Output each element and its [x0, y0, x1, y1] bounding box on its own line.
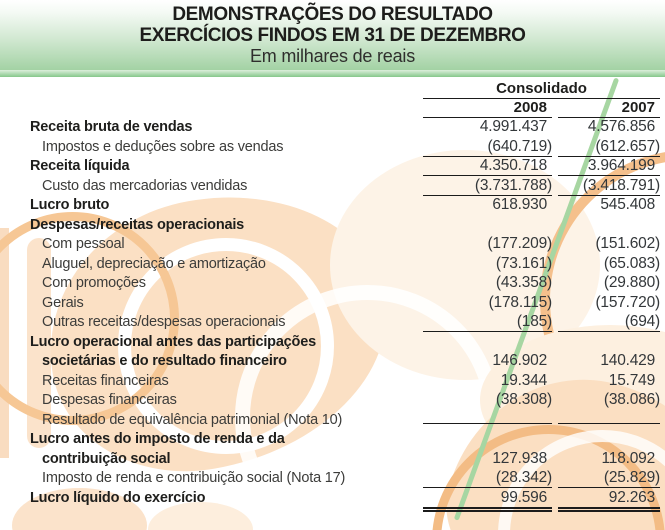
table-row — [30, 177, 660, 197]
table-row — [30, 216, 660, 236]
row-label: Custo das mercadorias vendidas — [42, 177, 248, 194]
value-2008: (3.731.788) — [423, 177, 552, 196]
table-rows-container — [30, 118, 660, 508]
value-2008: (185) — [423, 313, 552, 332]
value-2008: (38.308) — [495, 391, 552, 408]
row-label: Lucro antes do imposto de renda e da — [30, 431, 285, 447]
value-2008: (43.358) — [495, 274, 552, 291]
row-label: Receita líquida — [30, 158, 130, 174]
row-label: Receita bruta de vendas — [30, 119, 193, 135]
value-2008: 146.902 — [492, 352, 547, 369]
table-row — [30, 450, 660, 470]
table-row — [30, 294, 660, 314]
value-2008: (28.342) — [423, 469, 552, 488]
value-2008: (178.115) — [488, 293, 552, 311]
table-row — [30, 118, 660, 138]
value-2007: (151.602) — [595, 235, 660, 252]
row-label: Gerais — [42, 294, 84, 311]
value-2007: (694) — [558, 313, 660, 332]
report-title-line1: DEMONSTRAÇÕES DO RESULTADO — [172, 4, 493, 25]
table-row — [30, 313, 660, 333]
table-row — [30, 235, 660, 255]
row-label: societárias e do resultado financeiro — [42, 353, 287, 369]
row-label: Resultado de equivalência patrimonial (Nota 10) — [42, 411, 343, 428]
group-header-consolidado: Consolidado — [423, 80, 660, 99]
row-label: Imposto de renda e contribuição social (Nota 17) — [42, 470, 346, 486]
value-2008: (73.161) — [495, 254, 552, 272]
value-2007: 92.263 — [558, 489, 660, 512]
row-label: Despesas financeiras — [42, 392, 177, 408]
table-row — [30, 391, 660, 411]
value-2007: (65.083) — [603, 254, 660, 272]
value-2007: (157.720) — [595, 293, 660, 311]
table-row — [30, 430, 660, 450]
value-2008: 99.596 — [423, 489, 552, 512]
value-2007: (25.829) — [558, 469, 660, 488]
header-green-strip — [0, 70, 665, 77]
value-2007: (612.657) — [558, 138, 660, 157]
value-2007: 140.429 — [600, 352, 655, 369]
row-label: contribuição social — [42, 450, 171, 467]
table-row — [30, 255, 660, 275]
value-2008: 19.344 — [500, 371, 547, 389]
table-row — [30, 196, 660, 216]
row-label: Com pessoal — [42, 236, 125, 252]
row-label: Aluguel, depreciação e amortização — [42, 255, 266, 272]
row-label: Impostos e deduções sobre as vendas — [42, 138, 284, 155]
value-2008: (640.719) — [423, 138, 552, 157]
table-row — [30, 157, 660, 177]
row-label: Receitas financeiras — [42, 372, 169, 389]
report-title-line2: EXERCÍCIOS FINDOS EM 31 DE DEZEMBRO — [139, 25, 526, 46]
value-2007: (3.418.791) — [558, 177, 660, 196]
row-label: Lucro operacional antes das participações — [30, 333, 316, 350]
table-row — [30, 489, 660, 509]
value-2007: 3.964.199 — [558, 157, 660, 176]
table-row — [30, 411, 660, 431]
value-2008: 127.938 — [492, 449, 547, 467]
income-statement-table — [30, 80, 660, 508]
table-year-header-row — [30, 99, 660, 118]
value-2007: (29.880) — [603, 274, 660, 291]
report-subtitle: Em milhares de reais — [249, 46, 416, 66]
value-2008 — [423, 423, 552, 424]
value-2008: 618.930 — [492, 196, 547, 213]
column-header-2007: 2007 — [558, 99, 660, 118]
row-label: Lucro bruto — [30, 197, 110, 213]
value-2007: (38.086) — [603, 391, 660, 408]
value-2008: (177.209) — [487, 235, 552, 252]
row-label: Com promoções — [42, 275, 146, 291]
table-row — [30, 274, 660, 294]
value-2007: 545.408 — [600, 196, 655, 213]
value-2008: 4.991.437 — [479, 118, 547, 135]
table-row — [30, 333, 660, 353]
table-row — [30, 469, 660, 489]
table-group-header-row — [30, 80, 660, 99]
row-label: Outras receitas/despesas operacionais — [42, 314, 286, 330]
value-2007 — [558, 423, 660, 424]
value-2007: 118.092 — [601, 449, 655, 467]
report-header — [0, 0, 665, 77]
value-2007: 4.576.856 — [587, 118, 655, 135]
row-label: Despesas/receitas operacionais — [30, 216, 245, 233]
column-header-2008: 2008 — [423, 99, 552, 118]
table-row — [30, 372, 660, 392]
value-2008: 4.350.718 — [423, 157, 552, 176]
table-row — [30, 352, 660, 372]
row-label: Lucro líquido do exercício — [30, 489, 206, 506]
value-2007: 15.749 — [608, 371, 655, 389]
table-row — [30, 138, 660, 158]
